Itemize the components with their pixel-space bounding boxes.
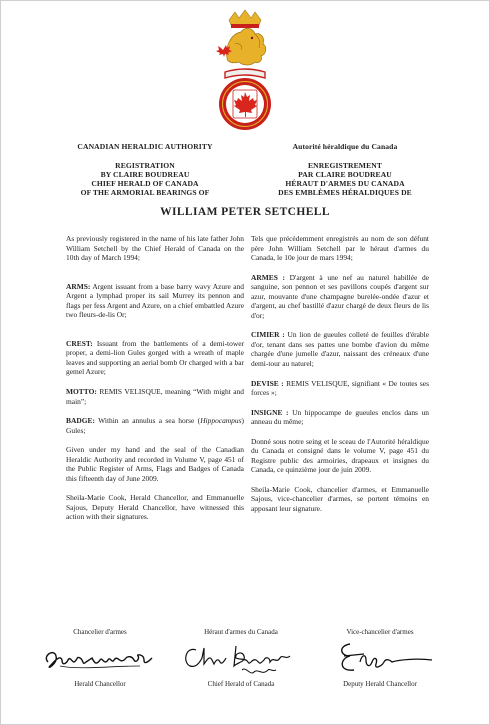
motto-label: MOTTO: <box>66 387 97 397</box>
motto-paragraph <box>251 379 429 398</box>
french-header <box>245 142 445 197</box>
signature-claire-boudreau <box>176 636 306 680</box>
authority-name-fr: Autorité héraldique du Canada <box>292 142 398 151</box>
signature-role: Deputy Herald Chancellor <box>343 680 417 688</box>
english-column <box>66 234 244 522</box>
header-line: OF THE ARMORIAL BEARINGS OF <box>80 188 210 197</box>
signature-title: Héraut d'armes du Canada <box>204 628 278 636</box>
signature-block-chief-herald <box>176 628 306 688</box>
signature-title: Vice-chancelier d'armes <box>346 628 414 636</box>
badge-text-end: ) Gules; <box>66 416 244 435</box>
header-line: BY CLAIRE BOUDREAU <box>100 170 190 179</box>
header-line: DES EMBLÈMES HÉRALDIQUES DE <box>278 188 412 197</box>
arms-paragraph <box>66 282 244 320</box>
arms-label: ARMES : <box>251 272 285 282</box>
header-line: HÉRAUT D'ARMES DU CANADA <box>285 179 405 188</box>
heraldic-authority-crest <box>205 8 285 136</box>
badge-text: Within an annulus a sea horse ( <box>94 416 201 426</box>
signature-block-herald-chancellor <box>40 628 160 688</box>
english-header <box>45 142 245 197</box>
motto-text: REMIS VELISQUE, signifiant « De toutes ses forces »; <box>251 378 430 398</box>
given-paragraph: Given under my hand and the seal of the Canadian Heraldic Authority and recorded in Volume V, page 451 of the Public Register of Arms, Flags and Badges of Canada this fifteenth day of June 2009. <box>66 445 244 483</box>
crest-text: Issuant from the battlements of a demi-tower proper, a demi-lion Gules gorged with a wreath of maple leaves and supporting an aerial bomb Or charged with a bar gemel Azure; <box>66 338 244 377</box>
badge-label: BADGE: <box>66 416 95 426</box>
badge-italic: Hippocampus <box>200 416 242 426</box>
arms-text: Argent issuant from a base barry wavy Azure and Argent a lymphad proper its sail Murrey its pennon and flags per fess Argent and Azure, on a chief embattled Azure two fleurs-de-lis Or; <box>66 281 244 320</box>
crest-paragraph <box>66 339 244 377</box>
header-line: ENREGISTREMENT <box>308 161 382 170</box>
witness-paragraph: Sheila-Marie Cook, Herald Chancellor, and Emmanuelle Sajous, Deputy Herald Chancellor, have witnessed this action with their signatures. <box>66 493 244 522</box>
given-paragraph: Donné sous notre seing et le sceau de l'Autorité héraldique du Canada et consigné dans le volume V, page 451 du Registre public des armoiries, drapeaux et insignes du Canada, ce quinzième jour de juin 2009. <box>251 436 429 475</box>
crest-label: CIMIER : <box>251 330 285 340</box>
intro-paragraph: As previously registered in the name of his late father John William Setchell by the Chief Herald of Canada on the 10th day of March 1994; <box>66 234 244 263</box>
signature-title: Chancelier d'armes <box>73 628 127 636</box>
arms-label: ARMS: <box>66 281 91 291</box>
arms-paragraph <box>251 273 429 321</box>
motto-text: REMIS VELISQUE, meaning “With might and main”; <box>66 387 244 406</box>
badge-paragraph <box>66 416 244 435</box>
arms-text: D'argent à une nef au naturel habillée de sanguine, son pennon et ses pavillons coupés d'argent sur azur, mouvante d'une champagne burelée-ondée d'azur et d'argent, au chef bastillé d'azur chargé de deux fleurs de lis d'or; <box>251 272 429 320</box>
header-line: CHIEF HERALD OF CANADA <box>91 179 199 188</box>
signature-sheila-marie-cook <box>40 636 160 680</box>
motto-paragraph <box>66 387 244 406</box>
recipient-name: WILLIAM PETER SETCHELL <box>160 206 330 218</box>
crest-label: CREST: <box>66 338 93 348</box>
badge-paragraph <box>251 408 429 427</box>
signature-emmanuelle-sajous <box>320 636 440 680</box>
badge-label: INSIGNE : <box>251 407 289 417</box>
authority-name-en: CANADIAN HERALDIC AUTHORITY <box>77 142 213 151</box>
crest-text: Un lion de gueules colleté de feuilles d'érable d'or, tenant dans ses pattes une bombe d'avion du même chargée d'une jumelle d'azur, naissant des créneaux d'une demi-tour au naturel; <box>251 330 429 369</box>
signature-role: Herald Chancellor <box>74 680 126 688</box>
header-line: PAR CLAIRE BOUDREAU <box>298 170 392 179</box>
intro-paragraph: Tels que précédemment enregistrés au nom de son défunt père John William Setchell par le héraut d'armes du Canada, le 10e jour de mars 1994; <box>251 234 429 263</box>
crest-paragraph <box>251 330 429 368</box>
witness-paragraph: Sheila-Marie Cook, chancelier d'armes, et Emmanuelle Sajous, vice-chancelier d'armes, se portent témoins en apposant leur signature. <box>251 484 429 514</box>
motto-label: DEVISE : <box>251 378 284 388</box>
french-column <box>251 234 429 514</box>
signature-role: Chief Herald of Canada <box>207 680 275 688</box>
signature-block-deputy-herald-chancellor <box>320 628 440 688</box>
badge-text: Un hippocampe de gueules enclos dans un anneau du même; <box>251 407 430 427</box>
header-line: REGISTRATION <box>115 161 175 170</box>
